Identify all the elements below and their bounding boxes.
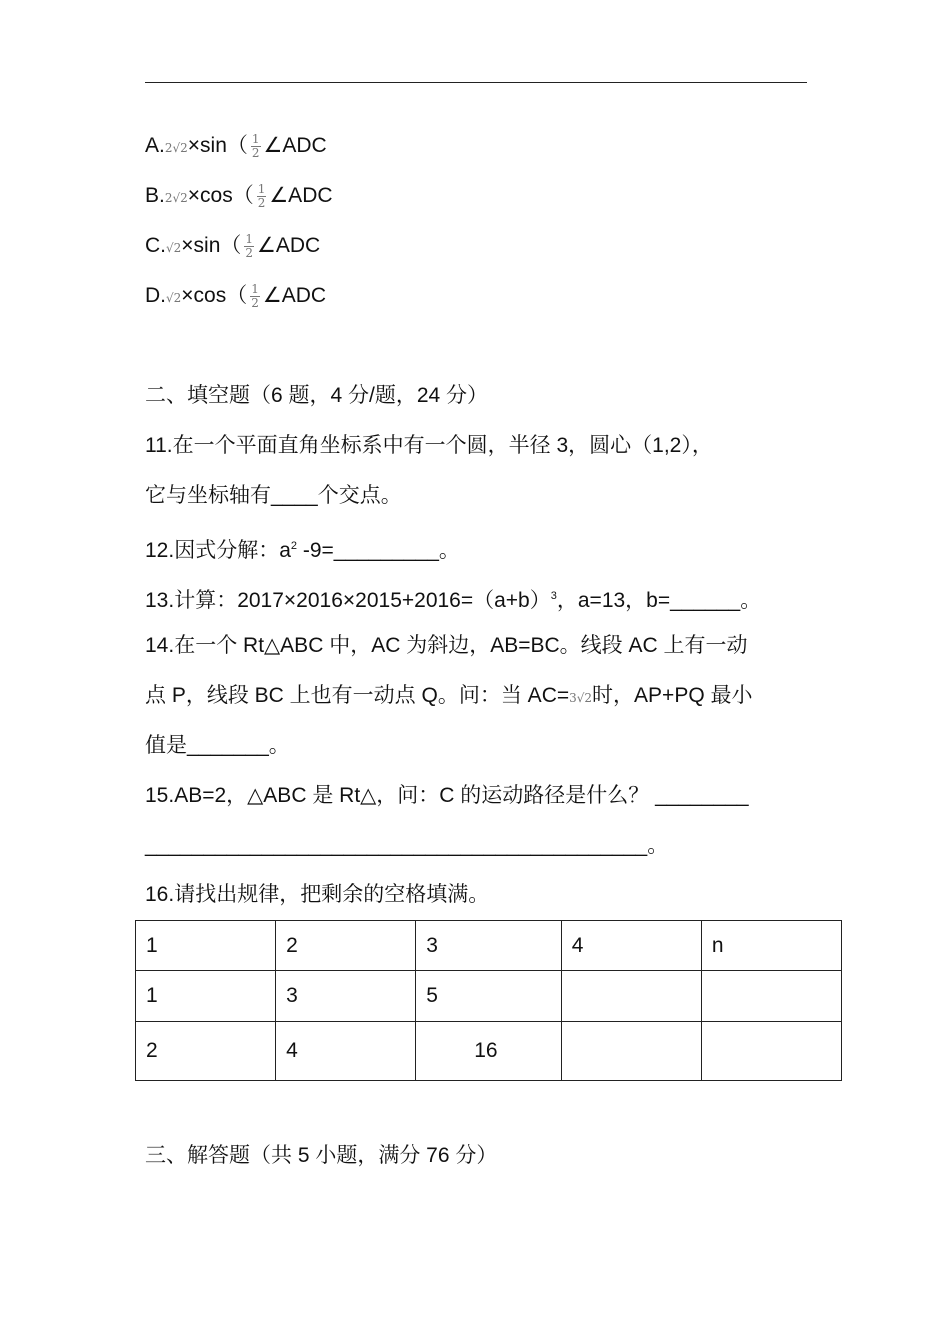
option-label: D. — [145, 284, 166, 307]
half-fraction: $\frac{1}{2}$ — [251, 281, 259, 310]
table-cell: 4 — [561, 921, 701, 971]
question-14-line-2 — [145, 681, 753, 713]
table-cell — [561, 971, 701, 1022]
question-13-blank: ，a=13，b=______。 — [556, 589, 762, 612]
question-14-text-end: 时，AP+PQ 最小 — [592, 684, 753, 707]
table-cell: 3 — [276, 971, 416, 1022]
table-cell: 5 — [416, 971, 562, 1022]
pattern-table — [135, 920, 842, 1081]
question-12 — [145, 531, 460, 566]
question-15-line-1: 15.AB=2，△ABC 是 Rt△，问：C 的运动路径是什么？ ________ — [145, 784, 749, 807]
question-12-text: 12.因式分解：a — [145, 539, 291, 562]
option-label: B. — [145, 184, 165, 207]
half-fraction: $\frac{1}{2}$ — [245, 231, 254, 260]
table-cell — [701, 1022, 841, 1081]
question-12-blank: -9=_________。 — [297, 539, 460, 562]
table-cell — [561, 1022, 701, 1081]
question-11-line-1: 11.在一个平面直角坐标系中有一个圆，半径 3，圆心（1,2）， — [145, 434, 713, 457]
table-cell — [701, 971, 841, 1022]
header-rule — [145, 82, 807, 83]
question-15-line-2: ___________________________________________。 — [145, 834, 669, 857]
question-11-line-2: 它与坐标轴有____个交点。 — [145, 484, 402, 507]
option-function: ×sin（ — [187, 134, 248, 157]
table-cell: 2 — [136, 1022, 276, 1081]
option-angle: ∠ADC — [257, 234, 321, 257]
table-cell: 3 — [416, 921, 562, 971]
table-row — [136, 971, 842, 1022]
section-3-title: 三、解答题（共 5 小题，满分 76 分） — [145, 1144, 498, 1167]
option-function: ×cos（ — [181, 284, 248, 307]
half-fraction: $\frac{1}{2}$ — [251, 131, 260, 160]
option-angle: ∠ADC — [269, 184, 333, 207]
option-angle: ∠ADC — [263, 134, 327, 157]
option-coefficient: 2√2 — [164, 191, 188, 205]
exponent: 2 — [290, 540, 297, 552]
half-fraction: $\frac{1}{2}$ — [257, 181, 266, 210]
option-b — [145, 181, 333, 213]
question-14-line-1: 14.在一个 Rt△ABC 中，AC 为斜边，AB=BC。线段 AC 上有一动 — [145, 634, 748, 657]
table-cell: 4 — [276, 1022, 416, 1081]
question-13 — [145, 581, 761, 616]
table-row — [136, 921, 842, 971]
question-13-text: 13.计算：2017×2016×2015+2016=（a+b） — [145, 589, 551, 612]
question-14-text: 点 P，线段 BC 上也有一动点 Q。问：当 AC= — [145, 684, 570, 707]
option-function: ×cos（ — [187, 184, 254, 207]
table-cell: 1 — [136, 971, 276, 1022]
option-function: ×sin（ — [181, 234, 242, 257]
option-c — [145, 231, 320, 263]
option-label: C. — [145, 234, 166, 257]
option-d — [145, 281, 326, 313]
option-label: A. — [145, 134, 165, 157]
question-16: 16.请找出规律，把剩余的空格填满。 — [145, 883, 490, 906]
table-cell: n — [701, 921, 841, 971]
section-2-title: 二、填空题（6 题，4 分/题，24 分） — [145, 384, 489, 407]
table-row — [136, 1022, 842, 1081]
option-a — [145, 131, 327, 163]
table-cell: 16 — [416, 1022, 562, 1081]
exponent: 3 — [550, 590, 557, 602]
question-14-line-3: 值是_______。 — [145, 734, 290, 757]
table-cell: 2 — [276, 921, 416, 971]
option-coefficient: 2√2 — [164, 141, 188, 155]
option-angle: ∠ADC — [262, 284, 327, 307]
sqrt-value: 3√2 — [569, 691, 593, 705]
option-coefficient: √2 — [166, 291, 182, 305]
option-coefficient: √2 — [166, 241, 182, 255]
table-cell: 1 — [136, 921, 276, 971]
